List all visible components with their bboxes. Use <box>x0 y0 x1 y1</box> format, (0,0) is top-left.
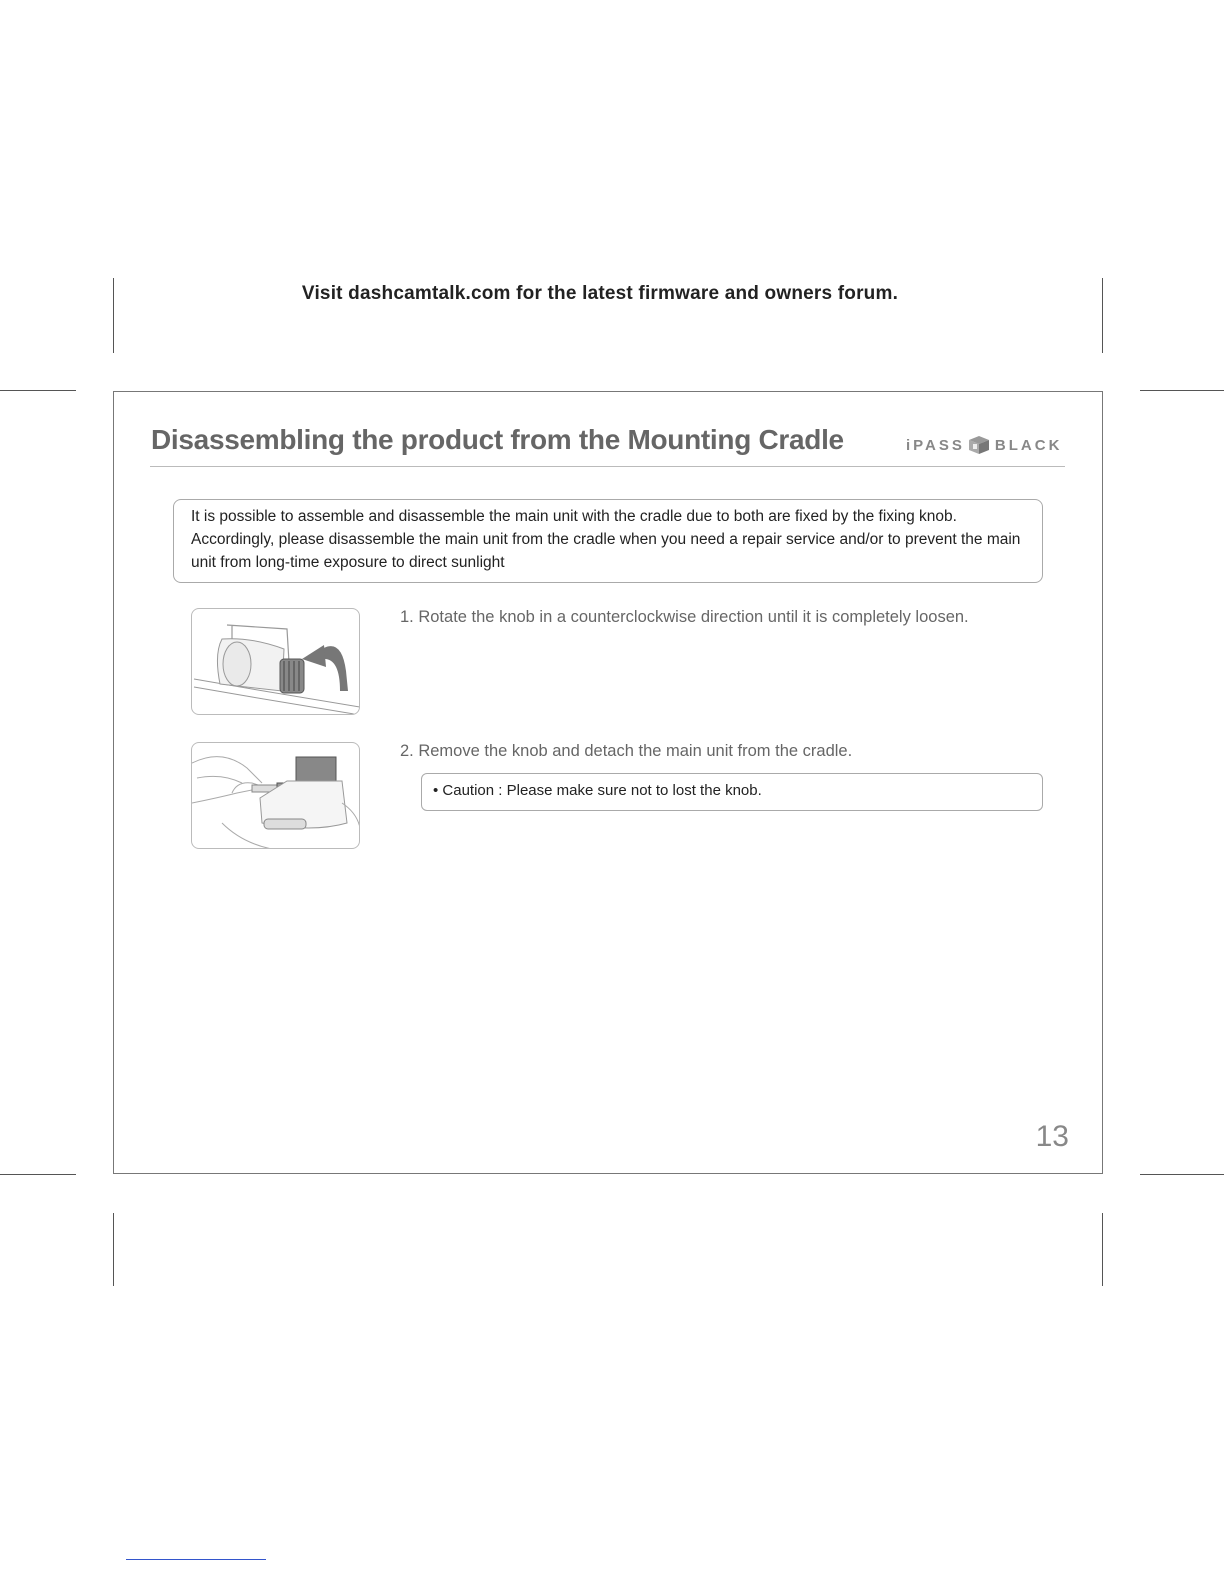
brand-logo <box>906 432 1062 458</box>
title-divider <box>150 466 1065 467</box>
crop-mark <box>0 390 76 391</box>
crop-mark <box>113 278 114 353</box>
crop-mark <box>1102 278 1103 353</box>
intro-text: It is possible to assemble and disassemble the main unit with the cradle due to both are fixed by the fixing knob. Accordingly, please disassemble the main unit from the cradle when you need a repair service and/or to prevent the main unit from long-time exposure to direct sunlight <box>191 508 1021 571</box>
cube-icon <box>967 434 991 456</box>
intro-box <box>173 499 1043 583</box>
step-1-illustration <box>191 608 360 715</box>
crop-mark <box>1102 1213 1103 1286</box>
knob-removal-drawing <box>192 743 360 849</box>
brand-right: BLACK <box>994 436 1063 454</box>
page-title: Disassembling the product from the Mounting Cradle <box>151 424 844 455</box>
crop-mark <box>113 1213 114 1286</box>
page-number: 13 <box>1035 1120 1069 1153</box>
rotate-arrow-icon <box>296 631 356 695</box>
footer-underline <box>126 1559 266 1560</box>
crop-mark <box>1140 390 1224 391</box>
caution-text: • Caution : Please make sure not to lost the knob. <box>433 782 762 799</box>
caution-box <box>421 773 1043 811</box>
step-2-text: 2. Remove the knob and detach the main unit from the cradle. <box>400 742 853 760</box>
step-1-text: 1. Rotate the knob in a counterclockwise direction until it is completely loosen. <box>400 608 969 626</box>
crop-mark <box>0 1174 76 1175</box>
brand-left: iPASS <box>906 436 965 454</box>
step-2-illustration <box>191 742 360 849</box>
crop-mark <box>1140 1174 1224 1175</box>
header-note: Visit dashcamtalk.com for the latest firmware and owners forum. <box>301 283 899 304</box>
